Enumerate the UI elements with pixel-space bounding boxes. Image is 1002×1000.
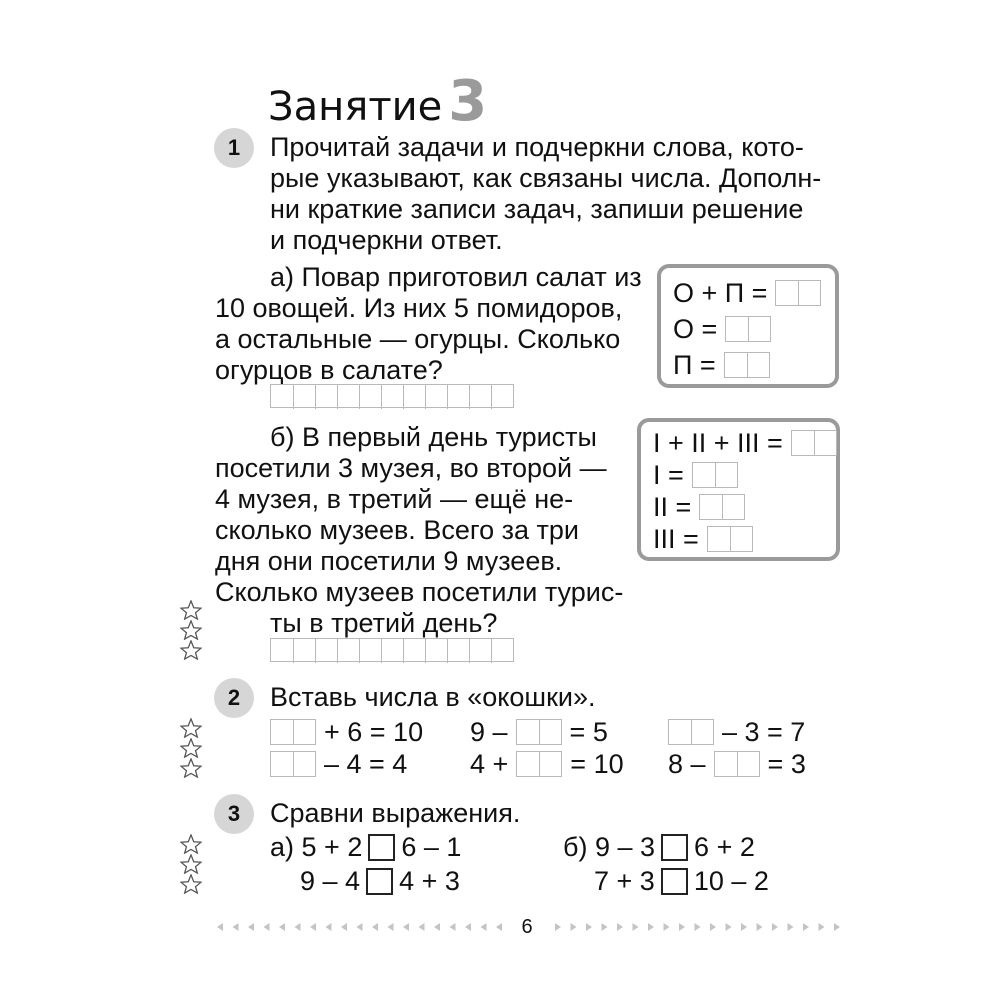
footer-triangle — [757, 923, 763, 931]
instruction-line: Прочитай задачи и подчеркни слова, кото- — [270, 132, 804, 162]
problem-line: б) В первый день туристы — [270, 422, 597, 452]
footer-triangle — [295, 923, 301, 931]
lesson-number: 3 — [448, 69, 488, 134]
problem-line: а) Повар приготовил салат из — [270, 262, 642, 292]
footer-triangle — [555, 923, 561, 931]
footer-triangle — [279, 923, 285, 931]
record-cells[interactable] — [791, 430, 837, 456]
compare-box[interactable] — [661, 868, 688, 895]
page-number: 6 — [521, 916, 533, 938]
difficulty-stars — [180, 600, 204, 660]
footer-triangle — [341, 923, 347, 931]
footer-triangle — [357, 923, 363, 931]
footer-triangle — [465, 923, 471, 931]
short-record-box-a — [657, 264, 839, 388]
lesson-title — [268, 69, 488, 135]
footer-triangle — [326, 923, 332, 931]
record-cells[interactable] — [699, 494, 745, 520]
equation-before: 8 – — [668, 749, 706, 779]
part-label: а) — [270, 832, 295, 862]
footer-triangle — [710, 923, 716, 931]
footer-triangle — [819, 923, 825, 931]
problem-line: огурцов в салате? — [215, 355, 443, 385]
comparison — [594, 866, 769, 896]
star-icon — [180, 738, 202, 758]
compare-box[interactable] — [661, 834, 688, 861]
footer-triangle — [664, 923, 670, 931]
footer-triangle — [419, 923, 425, 931]
record-cells[interactable] — [725, 316, 771, 342]
footer-triangle — [248, 923, 254, 931]
equation-after: – 3 = 7 — [722, 717, 806, 747]
star-icon — [180, 874, 202, 894]
short-record-box-b — [637, 418, 840, 561]
equation-after: = 10 — [570, 749, 624, 779]
equation-before: 9 – — [470, 717, 508, 747]
equation — [470, 717, 608, 747]
problem-line: посетили 3 музея, во второй — — [215, 453, 607, 483]
star-icon — [180, 854, 202, 874]
footer-triangle — [264, 923, 270, 931]
task-3-instruction: Сравни выражения. — [270, 798, 521, 828]
record-cells[interactable] — [775, 280, 821, 306]
comparison-left: 9 – 4 — [300, 866, 361, 896]
comparison-right: 10 – 2 — [693, 866, 769, 896]
instruction-line: ни краткие записи задач, запиши решение — [270, 194, 804, 224]
footer-triangle — [648, 923, 654, 931]
footer-triangle — [586, 923, 592, 931]
footer-triangle — [496, 923, 502, 931]
star-icon — [180, 620, 202, 640]
equation-after: – 4 = 4 — [324, 749, 408, 779]
footer-decoration — [215, 912, 840, 942]
record-cells[interactable] — [707, 526, 753, 552]
record-cells[interactable] — [692, 462, 738, 488]
instruction-line: и подчеркни ответ. — [270, 225, 503, 255]
footer-triangle — [788, 923, 794, 931]
blank-cells[interactable] — [270, 751, 316, 777]
star-icon — [180, 600, 202, 620]
record-label: О = — [673, 314, 718, 344]
task-1-badge: 1 — [214, 128, 254, 168]
problem-line: 10 овощей. Из них 5 помидоров, — [215, 293, 623, 323]
footer-triangle — [403, 923, 409, 931]
comparison-right: 4 + 3 — [399, 866, 460, 896]
problem-line: Сколько музеев посетили турис- — [215, 577, 624, 607]
footer-triangle — [571, 923, 577, 931]
footer-triangle — [633, 923, 639, 931]
instruction-line: рые указывают, как связаны числа. Дополн- — [270, 163, 822, 193]
blank-cells[interactable] — [714, 751, 760, 777]
equation-before: 4 + — [470, 749, 509, 779]
comparison — [270, 832, 461, 862]
task-3-badge: 3 — [214, 794, 254, 834]
problem-line: а остальные — огурцы. Сколько — [215, 324, 621, 354]
footer-triangle — [481, 923, 487, 931]
footer-triangle — [372, 923, 378, 931]
answer-cells-a[interactable] — [270, 384, 514, 408]
problem-b-text — [215, 422, 623, 639]
footer-triangle — [310, 923, 316, 931]
problem-line: дня они посетили 9 музеев. — [215, 546, 563, 576]
blank-cells[interactable] — [270, 719, 316, 745]
footer-triangle — [726, 923, 732, 931]
equation — [270, 717, 423, 747]
record-label: О + П = — [673, 278, 768, 308]
equation — [470, 749, 624, 779]
comparison-left: 5 + 2 — [301, 832, 363, 862]
star-icon — [180, 758, 202, 778]
task-1-instruction — [270, 132, 821, 256]
star-icon — [180, 834, 202, 854]
compare-box[interactable] — [368, 834, 395, 861]
star-icon — [180, 718, 202, 738]
difficulty-stars — [180, 834, 204, 894]
record-label: I = — [653, 460, 684, 490]
comparison-left: 7 + 3 — [594, 866, 655, 896]
answer-cells-b[interactable] — [270, 638, 514, 662]
footer-triangle — [617, 923, 623, 931]
footer-triangle — [233, 923, 239, 931]
record-label: II = — [653, 492, 692, 522]
difficulty-stars — [180, 718, 204, 778]
equation — [668, 749, 806, 779]
footer-triangle — [834, 923, 840, 931]
equation — [668, 717, 805, 747]
problem-line: ты в третий день? — [270, 608, 498, 638]
blank-cells[interactable] — [516, 751, 562, 777]
equation-after: + 6 = 10 — [324, 717, 424, 747]
task-2-instruction: Вставь числа в «окошки». — [270, 682, 596, 712]
equation-after: = 5 — [569, 717, 608, 747]
comparison-left: 9 – 3 — [594, 832, 656, 862]
comparison-right: 6 + 2 — [694, 832, 755, 862]
compare-box[interactable] — [366, 868, 393, 895]
footer-triangle — [679, 923, 685, 931]
record-cells[interactable] — [724, 352, 770, 378]
star-icon — [180, 640, 202, 660]
footer-triangle — [217, 923, 223, 931]
footer-triangle — [450, 923, 456, 931]
footer-triangle — [772, 923, 778, 931]
equation — [270, 749, 407, 779]
problem-a-text — [215, 262, 642, 386]
equation-after: = 3 — [767, 749, 806, 779]
footer-triangle — [695, 923, 701, 931]
footer-triangle — [803, 923, 809, 931]
blank-cells[interactable] — [668, 719, 714, 745]
footer-triangle — [741, 923, 747, 931]
comparison — [563, 832, 755, 862]
part-label: б) — [563, 832, 588, 862]
footer-triangle — [388, 923, 394, 931]
comparison — [300, 866, 460, 896]
comparison-right: 6 – 1 — [401, 832, 462, 862]
footer-triangle — [602, 923, 608, 931]
blank-cells[interactable] — [516, 719, 562, 745]
task-2-badge: 2 — [214, 678, 254, 718]
problem-line: сколько музеев. Всего за три — [215, 515, 579, 545]
footer-triangle — [434, 923, 440, 931]
record-label: П = — [673, 350, 716, 380]
lesson-word: Занятие — [268, 84, 443, 130]
record-label: III = — [653, 524, 699, 554]
problem-line: 4 музея, в третий — ещё не- — [215, 484, 574, 514]
record-label: I + II + III = — [653, 428, 783, 458]
